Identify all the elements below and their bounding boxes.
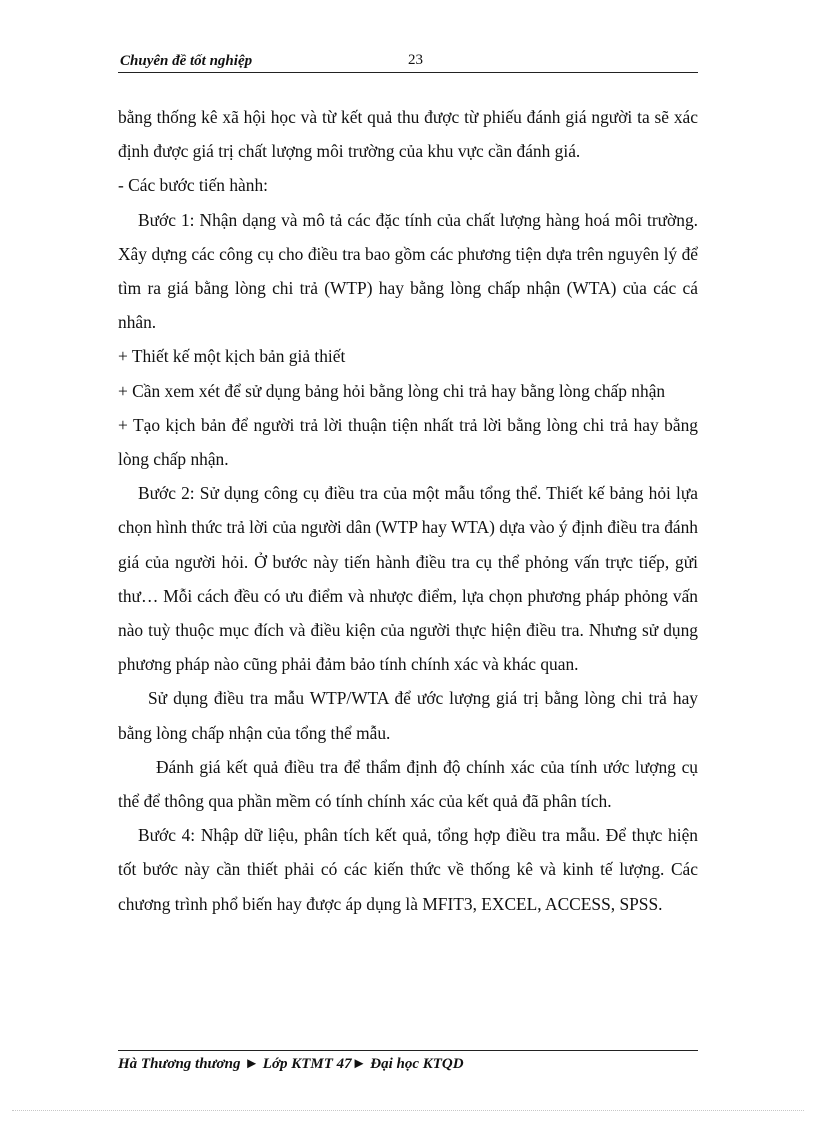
paragraph: + Cần xem xét để sử dụng bảng hỏi bằng lòng chi trả hay bằng lòng chấp nhận [118, 380, 666, 401]
paragraph: Sử dụng điều tra mẫu WTP/WTA để ước lượng giá trị bằng lòng chi trả hay bằng lòng chấp nhận của tổng thể mẫu. [118, 688, 698, 743]
paragraph: bằng thống kê xã hội học và từ kết quả thu được từ phiếu đánh giá người ta sẽ xác định được giá trị chất lượng môi trường của khu vực cần đánh giá. [118, 107, 698, 162]
page-footer [118, 1050, 698, 1073]
paragraph: Bước 4: Nhập dữ liệu, phân tích kết quả, tổng hợp điều tra mẫu. Để thực hiện tốt bước này cần thiết phải có các kiến thức về thống kê và kinh tế lượng. Các chương trình phổ biến hay được áp dụng là MFIT3, EXCEL, ACCESS, SPSS. [118, 825, 698, 914]
body-text [118, 100, 698, 921]
page-number: 23 [408, 52, 423, 68]
paragraph: - Các bước tiến hành: [118, 175, 268, 196]
page-border-divider [12, 1110, 804, 1111]
footer-text: Hà Thương thương ► Lớp KTMT 47► Đại học KTQD [118, 1056, 464, 1072]
paragraph: Bước 1: Nhận dạng và mô tả các đặc tính của chất lượng hàng hoá môi trường. Xây dựng các công cụ cho điều tra bao gồm các phương tiện dựa trên nguyên lý để tìm ra giá bằng lòng chi trả (WTP) hay bằng lòng chấp nhận (WTA) của các cá nhân. [118, 209, 698, 333]
header-title: Chuyên đề tốt nghiệp [120, 53, 253, 69]
paragraph: Bước 2: Sử dụng công cụ điều tra của một mẫu tổng thể. Thiết kế bảng hỏi lựa chọn hình thức trả lời của người dân (WTP hay WTA) dựa vào ý định điều tra đánh giá của người hỏi. Ở bước này tiến hành điều tra cụ thể phỏng vấn trực tiếp, gửi thư… Mỗi cách đều có ưu điểm và nhược điểm, lựa chọn phương pháp phỏng vấn nào tuỳ thuộc mục đích và điều kiện của người thực hiện điều tra. Nhưng sử dụng phương pháp nào cũng phải đảm bảo tính chính xác và khác quan. [118, 483, 698, 675]
paragraph: + Tạo kịch bản để người trả lời thuận tiện nhất trả lời bằng lòng chi trả hay bằng lòng chấp nhận. [118, 414, 698, 470]
page-header [118, 52, 698, 73]
paragraph: Đánh giá kết quả điều tra để thẩm định độ chính xác của tính ước lượng cụ thể để thông qua phần mềm có tính chính xác của kết quả đã phân tích. [118, 756, 698, 812]
paragraph: + Thiết kế một kịch bản giả thiết [118, 346, 346, 367]
